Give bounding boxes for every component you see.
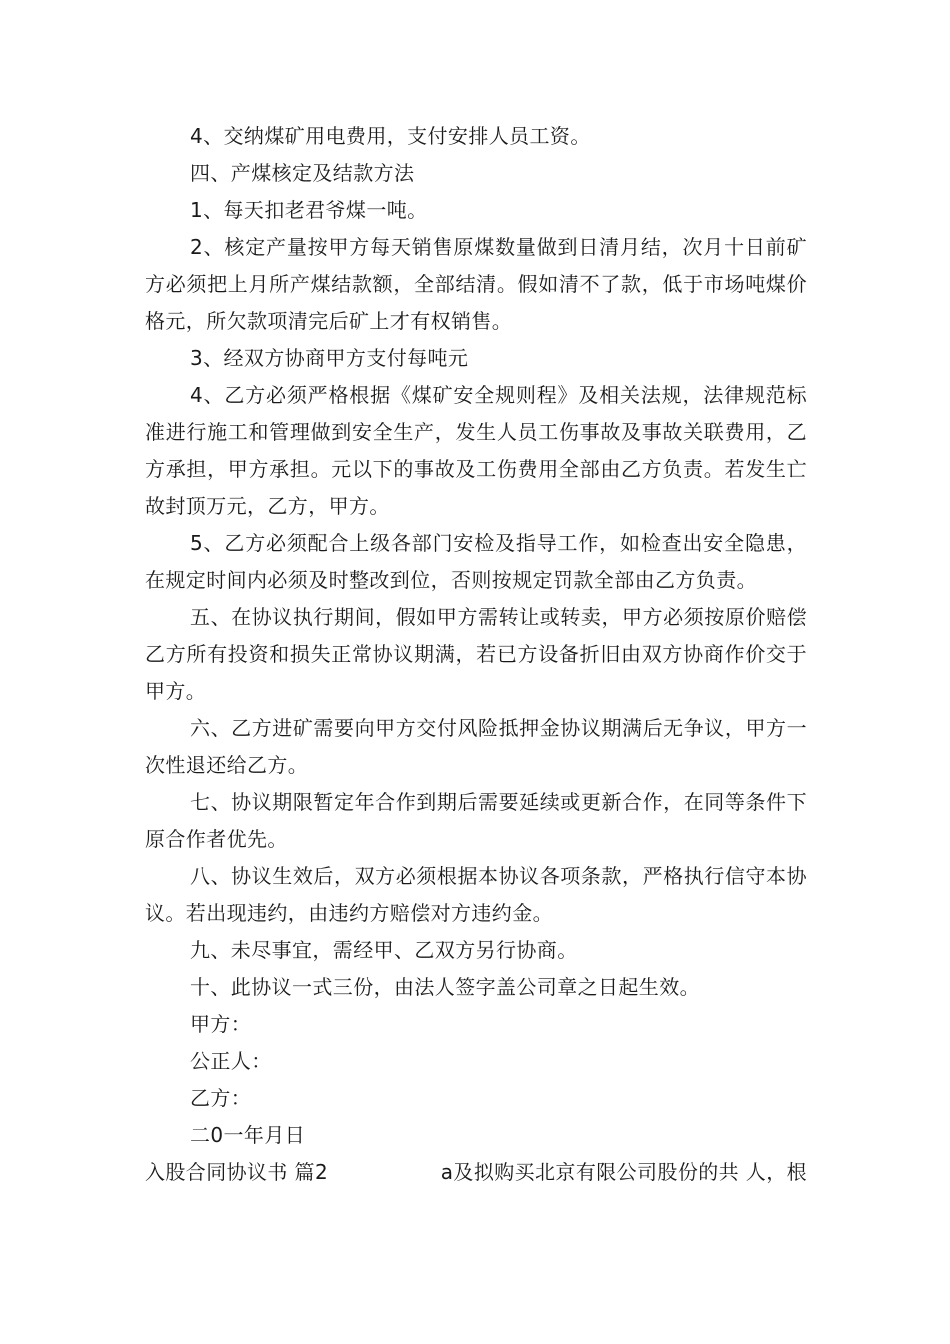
- signature-notary: 公正人：: [190, 1049, 272, 1073]
- paragraph: 4、交纳煤矿用电费用，支付安排人员工资。: [190, 124, 591, 148]
- section-paragraph: 八、协议生效后，双方必须根据本协议各项条款，严格执行信守本协议。若出现违约，由违约方赔偿对方违约金。: [145, 864, 807, 925]
- next-document-text: a及拟购买北京有限公司股份的共 人，根: [440, 1160, 807, 1184]
- next-document-title: 入股合同协议书 篇2: [145, 1160, 329, 1184]
- paragraph: 5、乙方必须配合上级各部门安检及指导工作，如检查出安全隐患，在规定时间内必须及时整改到位，否则按规定罚款全部由乙方负责。: [145, 531, 807, 592]
- section-paragraph: 十、此协议一式三份，由法人签字盖公司章之日起生效。: [190, 975, 700, 999]
- section-paragraph: 六、乙方进矿需要向甲方交付风险抵押金协议期满后无争议，甲方一次性退还给乙方。: [145, 716, 807, 777]
- section-paragraph: 五、在协议执行期间，假如甲方需转让或转卖，甲方必须按原价赔偿乙方所有投资和损失正常协议期满，若已方设备折旧由双方协商作价交于甲方。: [145, 605, 807, 703]
- paragraph: 2、核定产量按甲方每天销售原煤数量做到日清月结，次月十日前矿方必须把上月所产煤结款额，全部结清。假如清不了款，低于市场吨煤价格元，所欠款项清完后矿上才有权销售。: [145, 235, 807, 333]
- section-paragraph: 九、未尽事宜，需经甲、乙双方另行协商。: [190, 938, 578, 962]
- section-paragraph: 七、协议期限暂定年合作到期后需要延续或更新合作，在同等条件下原合作者优先。: [145, 790, 807, 851]
- signature-date: 二0一年月日: [190, 1123, 306, 1147]
- section-heading: 四、产煤核定及结款方法: [190, 161, 415, 185]
- paragraph: 4、乙方必须严格根据《煤矿安全规则程》及相关法规，法律规范标准进行施工和管理做到安全生产，发生人员工伤事故及事故关联费用，乙方承担，甲方承担。元以下的事故及工伤费用全部由乙方负责。若发生亡故封顶万元，乙方，甲方。: [145, 383, 807, 518]
- signature-party-b: 乙方：: [190, 1086, 252, 1110]
- next-document-line: [145, 1154, 807, 1191]
- signature-party-a: 甲方：: [190, 1012, 252, 1036]
- paragraph: 1、每天扣老君爷煤一吨。: [190, 198, 428, 222]
- document-body: [145, 118, 807, 1191]
- paragraph: 3、经双方协商甲方支付每吨元: [190, 346, 469, 370]
